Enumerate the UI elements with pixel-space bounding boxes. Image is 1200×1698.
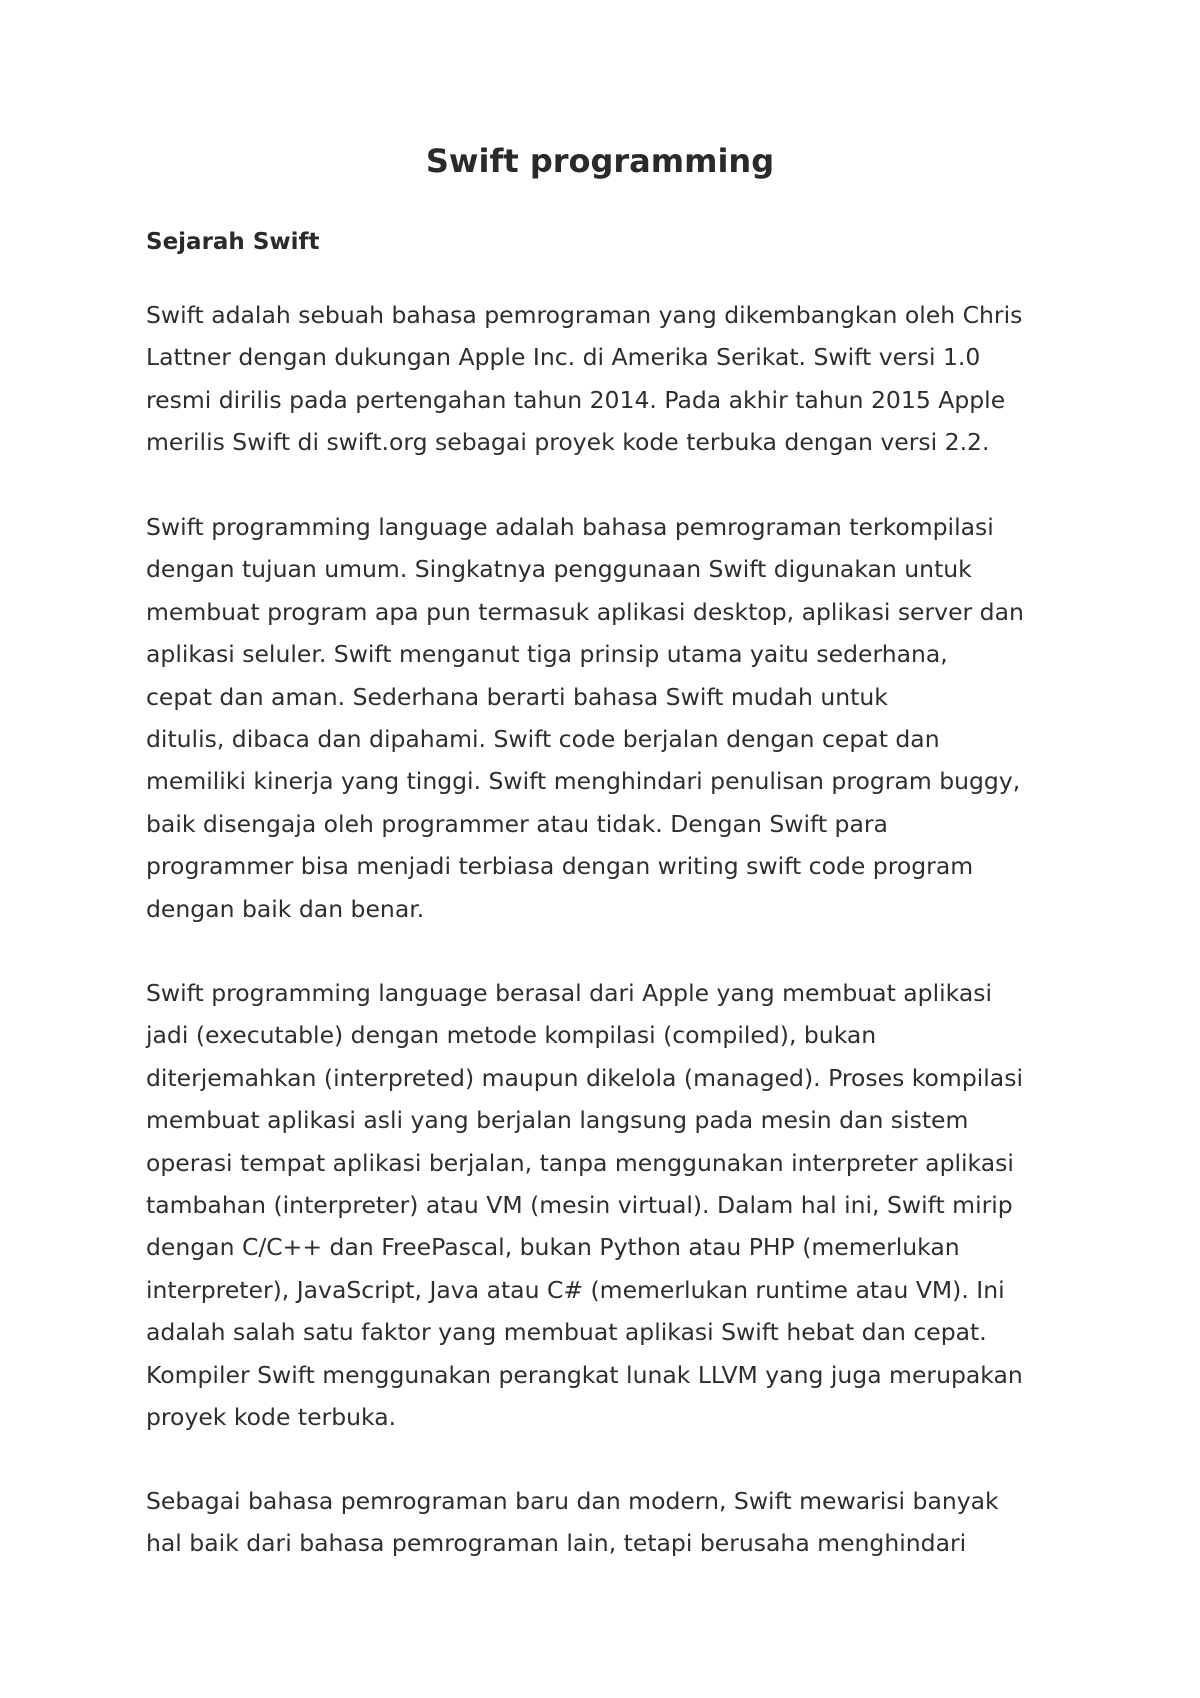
paragraph-line: membuat aplikasi asli yang berjalan langsung pada mesin dan sistem <box>146 1106 969 1135</box>
paragraph-2 <box>146 506 1076 930</box>
paragraph-line: interpreter), JavaScript, Java atau C# (memerlukan runtime atau VM). Ini <box>146 1275 1005 1304</box>
paragraph-line: cepat dan aman. Sederhana berarti bahasa Swift mudah untuk <box>146 682 888 711</box>
paragraph-line: merilis Swift di swift.org sebagai proyek kode terbuka dengan versi 2.2. <box>146 428 990 457</box>
paragraph-4 <box>146 1480 1076 1565</box>
paragraph-line: baik disengaja oleh programmer atau tidak. Dengan Swift para <box>146 809 888 838</box>
paragraph-3 <box>146 972 1076 1438</box>
paragraph-line: Swift programming language adalah bahasa pemrograman terkompilasi <box>146 513 994 541</box>
paragraph-line: adalah salah satu faktor yang membuat aplikasi Swift hebat dan cepat. <box>146 1318 987 1347</box>
paragraph-line: hal baik dari bahasa pemrograman lain, tetapi berusaha menghindari <box>146 1529 967 1558</box>
paragraph-line: Sebagai bahasa pemrograman baru dan modern, Swift mewarisi banyak <box>146 1487 999 1515</box>
section-heading: Sejarah Swift <box>146 229 320 255</box>
paragraph-line: programmer bisa menjadi terbiasa dengan writing swift code program <box>146 852 974 881</box>
paragraph-line: operasi tempat aplikasi berjalan, tanpa menggunakan interpreter aplikasi <box>146 1148 1014 1177</box>
paragraph-line: ditulis, dibaca dan dipahami. Swift code berjalan dengan cepat dan <box>146 725 940 754</box>
paragraph-line: Swift adalah sebuah bahasa pemrograman yang dikembangkan oleh Chris <box>146 301 1023 329</box>
paragraph-line: dengan tujuan umum. Singkatnya penggunaan Swift digunakan untuk <box>146 555 972 584</box>
paragraph-line: membuat program apa pun termasuk aplikasi desktop, aplikasi server dan <box>146 597 1024 626</box>
paragraph-line: aplikasi seluler. Swift menganut tiga prinsip utama yaitu sederhana, <box>146 640 948 669</box>
paragraph-1 <box>146 294 1076 464</box>
paragraph-line: Lattner dengan dukungan Apple Inc. di Amerika Serikat. Swift versi 1.0 <box>146 343 981 372</box>
paragraph-line: resmi dirilis pada pertengahan tahun 2014. Pada akhir tahun 2015 Apple <box>146 385 1006 414</box>
paragraph-line: tambahan (interpreter) atau VM (mesin virtual). Dalam hal ini, Swift mirip <box>146 1191 1013 1220</box>
paragraph-line: proyek kode terbuka. <box>146 1403 397 1432</box>
paragraph-line: Kompiler Swift menggunakan perangkat lunak LLVM yang juga merupakan <box>146 1360 1023 1389</box>
paragraph-line: memiliki kinerja yang tinggi. Swift menghindari penulisan program buggy, <box>146 767 1021 796</box>
paragraph-line: diterjemahkan (interpreted) maupun dikelola (managed). Proses kompilasi <box>146 1063 1023 1092</box>
document-title: Swift programming <box>425 142 775 180</box>
paragraph-line: dengan C/C++ dan FreePascal, bukan Python atau PHP (memerlukan <box>146 1233 960 1262</box>
paragraph-line: dengan baik dan benar. <box>146 894 425 923</box>
paragraph-line: Swift programming language berasal dari Apple yang membuat aplikasi <box>146 979 992 1007</box>
paragraph-line: jadi (executable) dengan metode kompilasi (compiled), bukan <box>146 1021 877 1050</box>
